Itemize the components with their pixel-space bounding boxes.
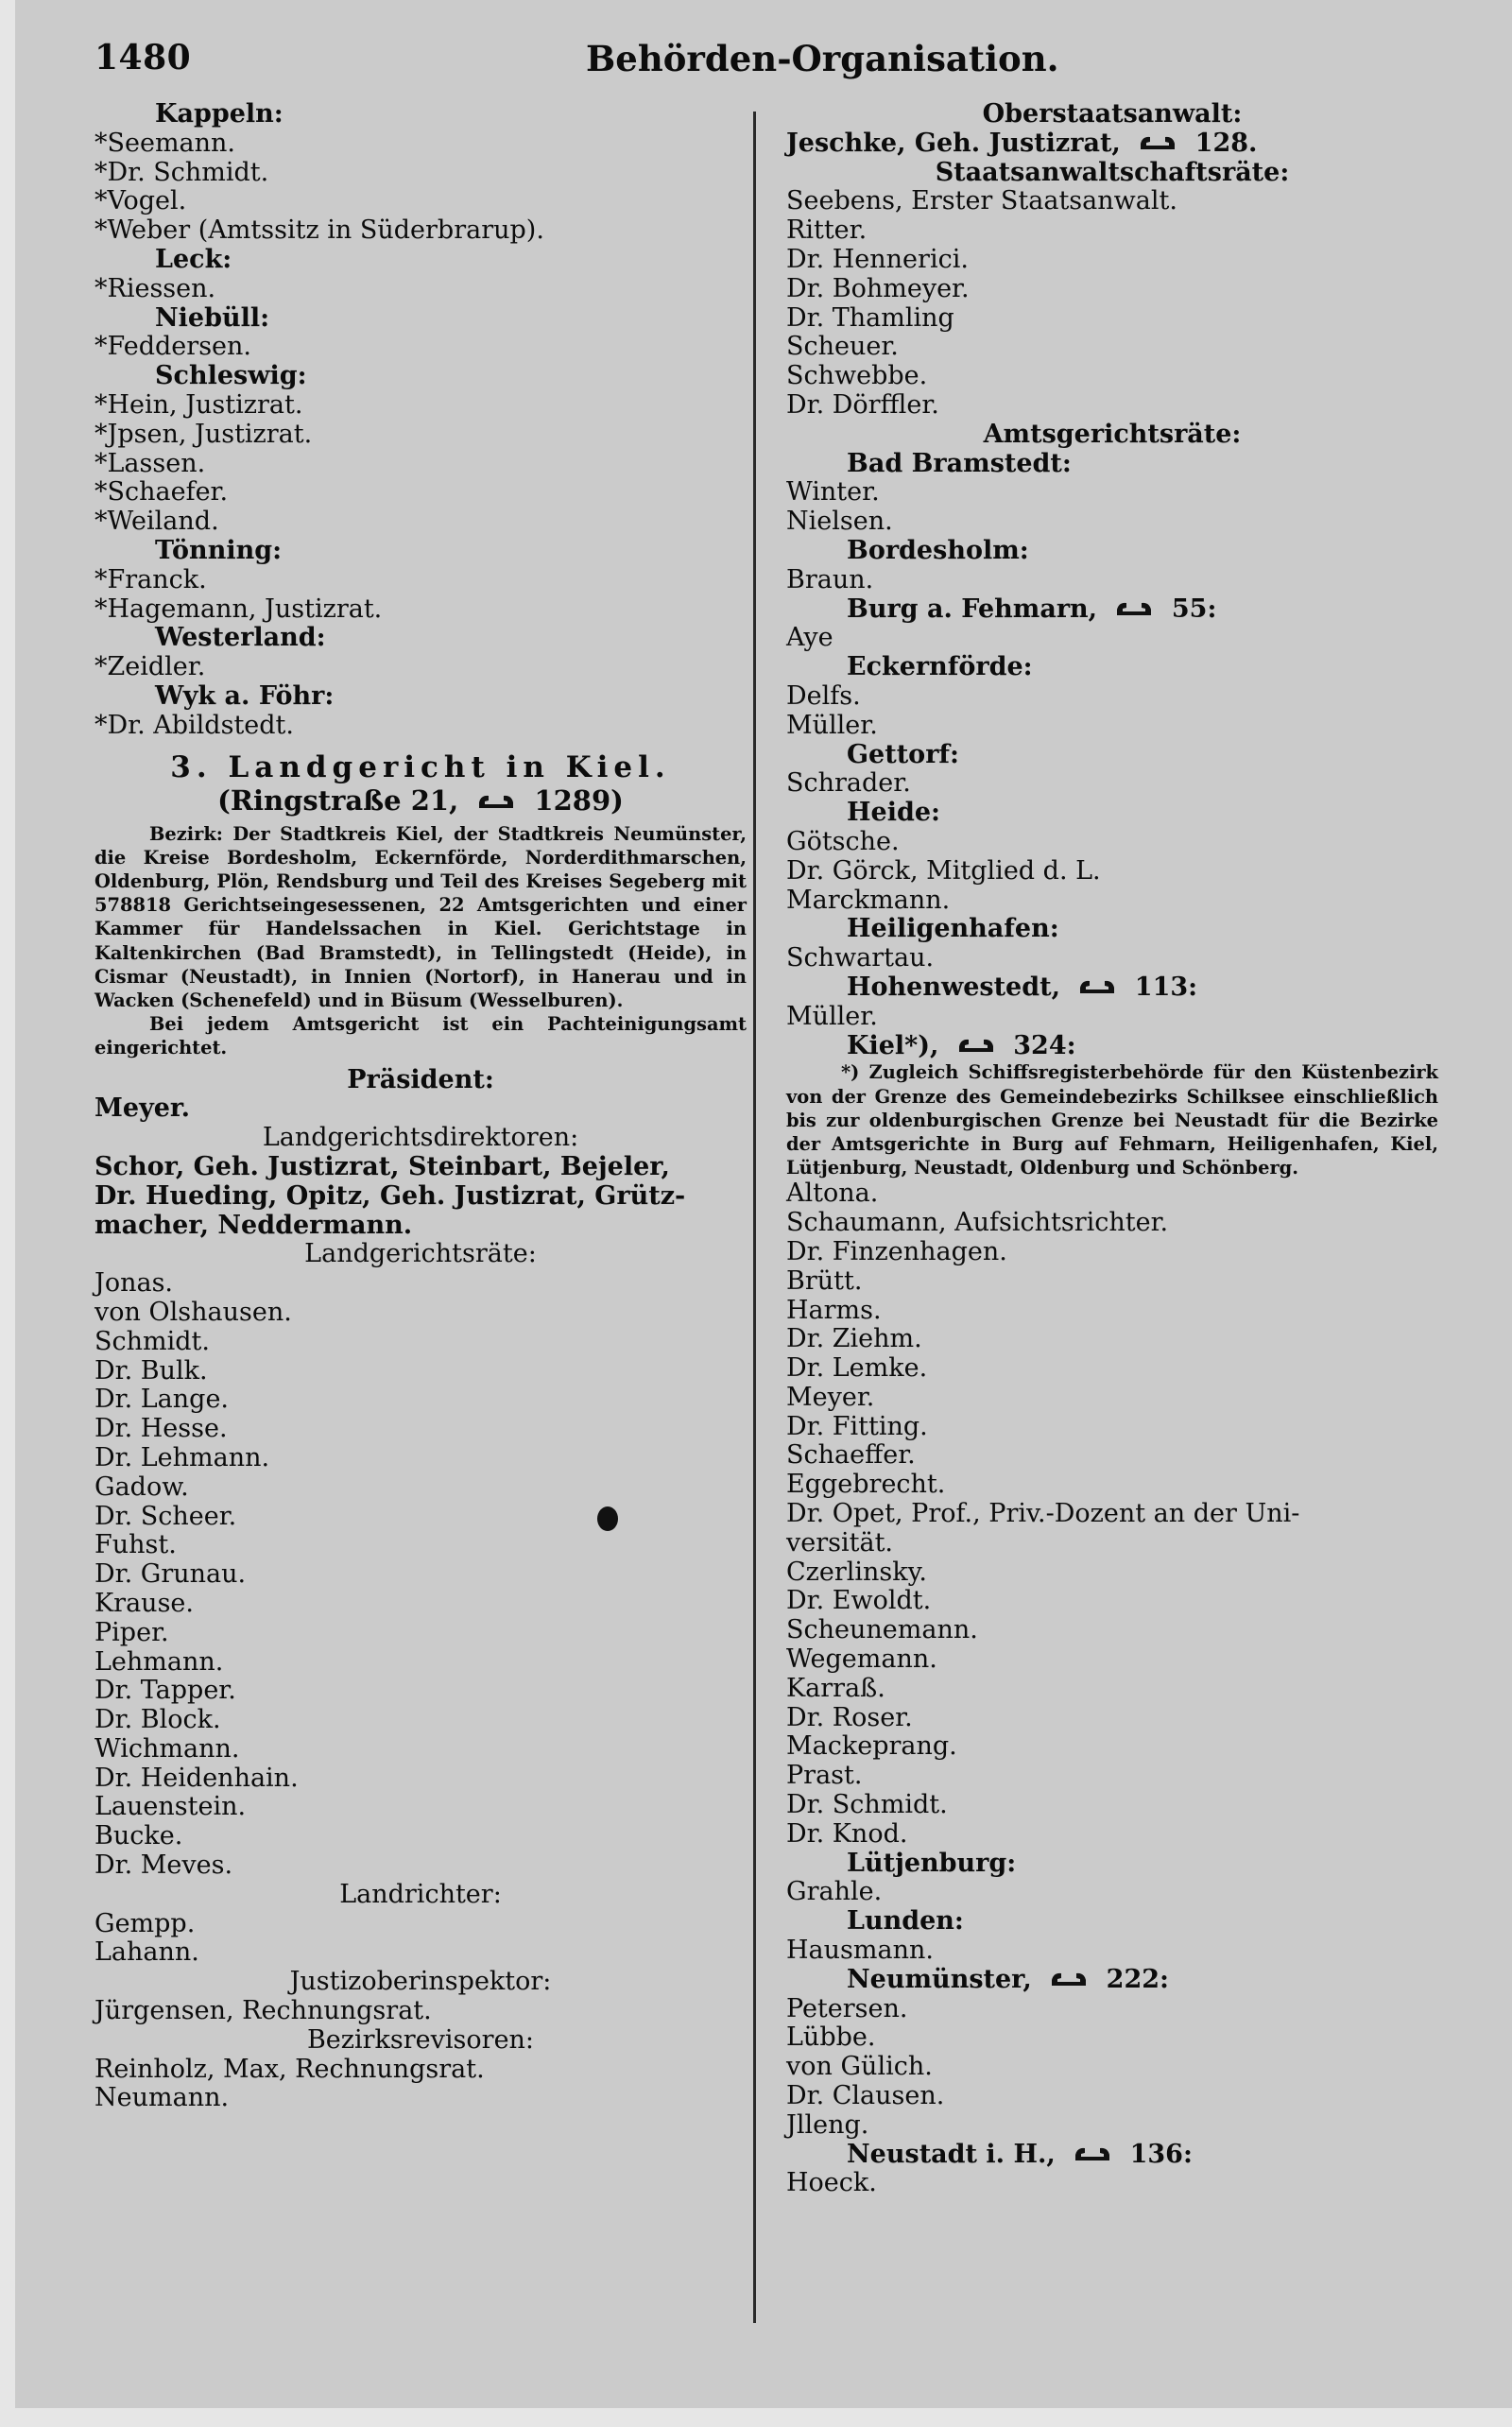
list-item: *Jpsen, Justizrat. (94, 419, 313, 449)
list-item: Dr. Heidenhain. (94, 1763, 299, 1793)
list-item: *Hagemann, Justizrat. (94, 594, 383, 624)
name-list (786, 828, 1438, 915)
list-item: versität. (786, 1527, 894, 1558)
list-item: Delfs. (786, 680, 861, 711)
section-heading: Staatsanwaltschaftsräte: (935, 157, 1290, 187)
list-item: Müller. (786, 1001, 878, 1031)
name-list (786, 2169, 1438, 2198)
page-left-margin (0, 0, 15, 2427)
list-item: *Weiland. (94, 507, 219, 537)
court-pacht-paragraph: Bei jedem Amtsgericht ist ein Pachteinigungsamt eingerichtet. (94, 1013, 747, 1059)
list-item: *Feddersen. (94, 332, 251, 362)
list-item: Eggebrecht. (786, 1470, 946, 1500)
list-item: Schor, Geh. Justizrat, Steinbart, Bejeler, (94, 1151, 670, 1181)
section-heading: Lunden: (847, 1906, 964, 1936)
list-item: Seebens, Erster Staatsanwalt. (786, 186, 1177, 216)
kiel-footnote: *) Zugleich Schiffsregisterbehörde für den Küstenbezirk von der Grenze des Gemeindebezirks Schilksee einschließlich bis zur oldenburgischen Grenze bei Neustadt für die Bezirke der Amtsgerichte in Burg auf Fehmarn, Heiligenhafen, Kiel, Lütjenburg, Neustadt, Oldenburg und Schönberg. (786, 1061, 1438, 1179)
list-item: Altona. (786, 1179, 879, 1209)
place-phone: 113: (1134, 972, 1198, 1002)
name-list (786, 1558, 1438, 1850)
place-name: Neumünster, (847, 1964, 1032, 1994)
section-heading: Tönning: (155, 535, 283, 565)
list-item: *Hein, Justizrat. (94, 389, 303, 420)
section-heading-with-phone (786, 1032, 1438, 1061)
list-item: Dr. Thamling (786, 302, 954, 333)
name-list (94, 1997, 747, 2026)
list-item: Dr. Ewoldt. (786, 1586, 932, 1616)
section-heading: Heide: (847, 798, 940, 828)
list-item: Wegemann. (786, 1644, 937, 1675)
list-item: Lahann. (94, 1937, 199, 1968)
place-phone: 324: (1013, 1030, 1076, 1060)
court-district-paragraph: Bezirk: Der Stadtkreis Kiel, der Stadtkreis Neumünster, die Kreise Bordesholm, Eckernförde, Norderdithmarschen, Oldenburg, Plön, Rendsburg und Teil des Kreises Segeberg mit 578818 Gerichtseingesessenen, 22 Amtsgerichten und einer Kammer für Handelssachen in Kiel. Gerichtstage in Kaltenkirchen (Bad Bramstedt), in Tellingstedt (Heide), in Cismar (Neustadt), in Innien (Nortorf), in Hanerau und in Wacken (Schenefeld) und in Büsum (Wesselburen). (94, 822, 747, 1011)
list-item: Dr. Scheer. (94, 1501, 237, 1531)
name-list (786, 682, 1438, 741)
list-item: *Franck. (94, 564, 207, 594)
list-item: Dr. Ziehm. (786, 1324, 922, 1354)
section-heading: Amtsgerichtsräte: (983, 419, 1242, 449)
oberstaatsanwalt-line (786, 129, 1438, 159)
list-item: Jonas. (94, 1268, 174, 1299)
right-column (786, 100, 1438, 2198)
list-item: Dr. Schmidt. (786, 1790, 948, 1820)
section-heading: Eckernförde: (847, 652, 1033, 682)
list-item: Dr. Knod. (786, 1818, 908, 1849)
list-item: Wichmann. (94, 1733, 240, 1764)
name-list (94, 2056, 747, 2114)
telephone-icon (957, 1037, 995, 1056)
list-item: Dr. Görck, Mitglied d. L. (786, 855, 1101, 886)
list-item: Meyer. (786, 1382, 875, 1412)
list-item: Scheunemann. (786, 1615, 978, 1645)
section-heading-with-phone (786, 2141, 1438, 2170)
column-divider (753, 112, 756, 2323)
name-list (786, 1878, 1438, 1907)
telephone-icon (1074, 2145, 1111, 2164)
list-item: *Riessen. (94, 273, 216, 303)
list-item: *Weber (Amtssitz in Süderbrarup). (94, 215, 544, 246)
list-item: Marckmann. (786, 885, 951, 915)
place-phone: 55: (1171, 594, 1217, 624)
telephone-icon (477, 793, 515, 812)
section-heading: Schleswig: (155, 361, 307, 391)
section-heading: Westerland: (155, 623, 326, 653)
ink-blot (597, 1506, 618, 1531)
list-item: Dr. Opet, Prof., Priv.-Dozent an der Uni- (786, 1499, 1300, 1529)
section-heading: Präsident: (347, 1064, 494, 1094)
section-heading: Leck: (155, 244, 232, 274)
name-list (94, 333, 747, 362)
place-phone: 222: (1106, 1964, 1169, 1994)
list-item: Gempp. (94, 1908, 196, 1938)
list-item: Hoeck. (786, 2168, 877, 2198)
name-list (94, 1153, 747, 1240)
page-bottom-margin (0, 2408, 1512, 2427)
list-item: Jlleng. (786, 2109, 869, 2140)
list-item: Dr. Lange. (94, 1385, 230, 1415)
list-item: Lübbe. (786, 2022, 876, 2053)
list-item: Schrader. (786, 768, 911, 799)
list-item: Braun. (786, 564, 874, 594)
section-heading: Wyk a. Föhr: (155, 680, 335, 711)
list-item: Harms. (786, 1295, 882, 1325)
list-item: Schaeffer. (786, 1440, 916, 1471)
section-heading: Justizoberinspektor: (289, 1967, 552, 1997)
section-heading: Bordesholm: (847, 535, 1029, 565)
page-number: 1480 (94, 38, 192, 77)
name-list (786, 187, 1438, 420)
list-item: Dr. Meves. (94, 1850, 233, 1881)
court-address (94, 784, 747, 817)
list-item: Müller. (786, 710, 878, 740)
list-item: Schwebbe. (786, 361, 928, 391)
name-list (786, 769, 1438, 799)
telephone-icon (1050, 1971, 1088, 1989)
section-heading: Landgerichtsdirektoren: (262, 1123, 579, 1153)
list-item: Scheuer. (786, 332, 899, 362)
list-item: Dr. Lemke. (786, 1353, 928, 1384)
name-list (94, 391, 747, 537)
section-heading: Heiligenhafen: (847, 914, 1059, 944)
list-item: Jürgensen, Rechnungsrat. (94, 1996, 432, 2026)
list-item: Petersen. (786, 1993, 908, 2023)
list-item: Mackeprang. (786, 1731, 957, 1762)
court-phone: 1289) (534, 783, 624, 817)
list-item: von Gülich. (786, 2052, 933, 2082)
list-item: Dr. Hennerici. (786, 244, 969, 274)
section-heading: Bezirksrevisoren: (306, 2024, 535, 2055)
name-list (94, 1269, 747, 1881)
list-item: Krause. (94, 1588, 194, 1618)
section-heading: Oberstaatsanwalt: (982, 99, 1243, 129)
list-item: Dr. Finzenhagen. (786, 1236, 1007, 1266)
name-list (94, 1094, 747, 1124)
list-item: Prast. (786, 1761, 863, 1791)
list-item: Brütt. (786, 1265, 863, 1296)
running-header (94, 38, 1465, 95)
list-item: Gadow. (94, 1472, 189, 1502)
name-list (94, 566, 747, 625)
name-list (786, 566, 1438, 595)
name-list (786, 1179, 1438, 1500)
list-item: Ritter. (786, 215, 868, 246)
name-list (786, 1003, 1438, 1032)
section-heading-with-phone (786, 973, 1438, 1003)
name-list (786, 1500, 1438, 1558)
list-item: Dr. Hueding, Opitz, Geh. Justizrat, Grütz- (94, 1180, 686, 1211)
list-item: Karraß. (786, 1673, 885, 1703)
oberstaatsanwalt-phone: 128. (1194, 128, 1258, 158)
list-item: Piper. (94, 1617, 169, 1647)
telephone-icon (1078, 978, 1116, 997)
section-heading: Landrichter: (339, 1879, 502, 1909)
list-item: Dr. Bohmeyer. (786, 273, 970, 303)
telephone-icon (1139, 134, 1177, 153)
list-item: Schaumann, Aufsichtsrichter. (786, 1208, 1169, 1238)
name-list (94, 129, 747, 246)
list-item: Lauenstein. (94, 1792, 247, 1822)
list-item: *Lassen. (94, 448, 206, 478)
list-item: Czerlinsky. (786, 1557, 927, 1587)
list-item: Götsche. (786, 826, 900, 856)
list-item: Dr. Roser. (786, 1702, 913, 1732)
list-item: Bucke. (94, 1821, 183, 1851)
name-list (786, 1936, 1438, 1966)
list-item: Grahle. (786, 1877, 883, 1907)
list-item: von Olshausen. (94, 1297, 292, 1327)
list-item: Winter. (786, 477, 880, 508)
name-list (786, 944, 1438, 973)
list-item: Dr. Clausen. (786, 2081, 945, 2111)
section-heading: Kappeln: (155, 99, 284, 129)
court-address-street: (Ringstraße 21, (217, 783, 459, 817)
list-item: Dr. Fitting. (786, 1411, 928, 1441)
list-item: Nielsen. (786, 507, 893, 537)
name-list (94, 712, 747, 741)
list-item: *Seemann. (94, 128, 236, 158)
place-name: Kiel*), (847, 1030, 939, 1060)
name-list (786, 478, 1438, 537)
name-list (94, 653, 747, 682)
list-item: Dr. Grunau. (94, 1559, 247, 1590)
list-item: Lehmann. (94, 1646, 224, 1677)
section-heading: Bad Bramstedt: (847, 448, 1072, 478)
list-item: *Dr. Schmidt. (94, 157, 269, 187)
name-list (94, 275, 747, 304)
place-name: Neustadt i. H., (847, 2139, 1056, 2169)
list-item: Schmidt. (94, 1326, 210, 1356)
list-item: Dr. Lehmann. (94, 1442, 270, 1472)
list-item: Schwartau. (786, 943, 935, 973)
list-item: Neumann. (94, 2083, 230, 2113)
list-item: Dr. Hesse. (94, 1414, 228, 1444)
place-name: Burg a. Fehmarn, (847, 594, 1098, 624)
list-item: Fuhst. (94, 1530, 177, 1560)
section-heading-with-phone (786, 1966, 1438, 1995)
running-title: Behörden-Organisation. (586, 38, 1059, 79)
section-heading: Niebüll: (155, 302, 270, 333)
list-item: *Zeidler. (94, 652, 206, 682)
list-item: *Vogel. (94, 186, 187, 216)
list-item: macher, Neddermann. (94, 1210, 413, 1240)
telephone-icon (1115, 600, 1153, 619)
list-item: Dr. Bulk. (94, 1355, 208, 1386)
section-heading: Landgerichtsräte: (304, 1239, 537, 1269)
court-title: 3. Landgericht in Kiel. (170, 749, 671, 784)
section-heading: Gettorf: (847, 739, 959, 769)
section-heading-with-phone (786, 595, 1438, 625)
list-item: *Dr. Abildstedt. (94, 710, 294, 740)
list-item: Dr. Tapper. (94, 1676, 236, 1706)
list-item: Meyer. (94, 1093, 191, 1124)
place-name: Hohenwestedt, (847, 972, 1060, 1002)
left-column (94, 100, 747, 2113)
list-item: Dr. Block. (94, 1705, 221, 1735)
list-item: Dr. Dörffler. (786, 389, 939, 420)
place-phone: 136: (1129, 2139, 1193, 2169)
name-list (786, 1995, 1438, 2141)
list-item: Hausmann. (786, 1936, 934, 1966)
list-item: *Schaefer. (94, 477, 229, 508)
name-list (94, 1910, 747, 1969)
section-heading: Lütjenburg: (847, 1848, 1017, 1878)
list-item: Aye (786, 623, 833, 653)
oberstaatsanwalt-name: Jeschke, Geh. Justizrat, (786, 128, 1121, 158)
name-list (786, 624, 1438, 653)
list-item: Reinholz, Max, Rechnungsrat. (94, 2054, 485, 2084)
